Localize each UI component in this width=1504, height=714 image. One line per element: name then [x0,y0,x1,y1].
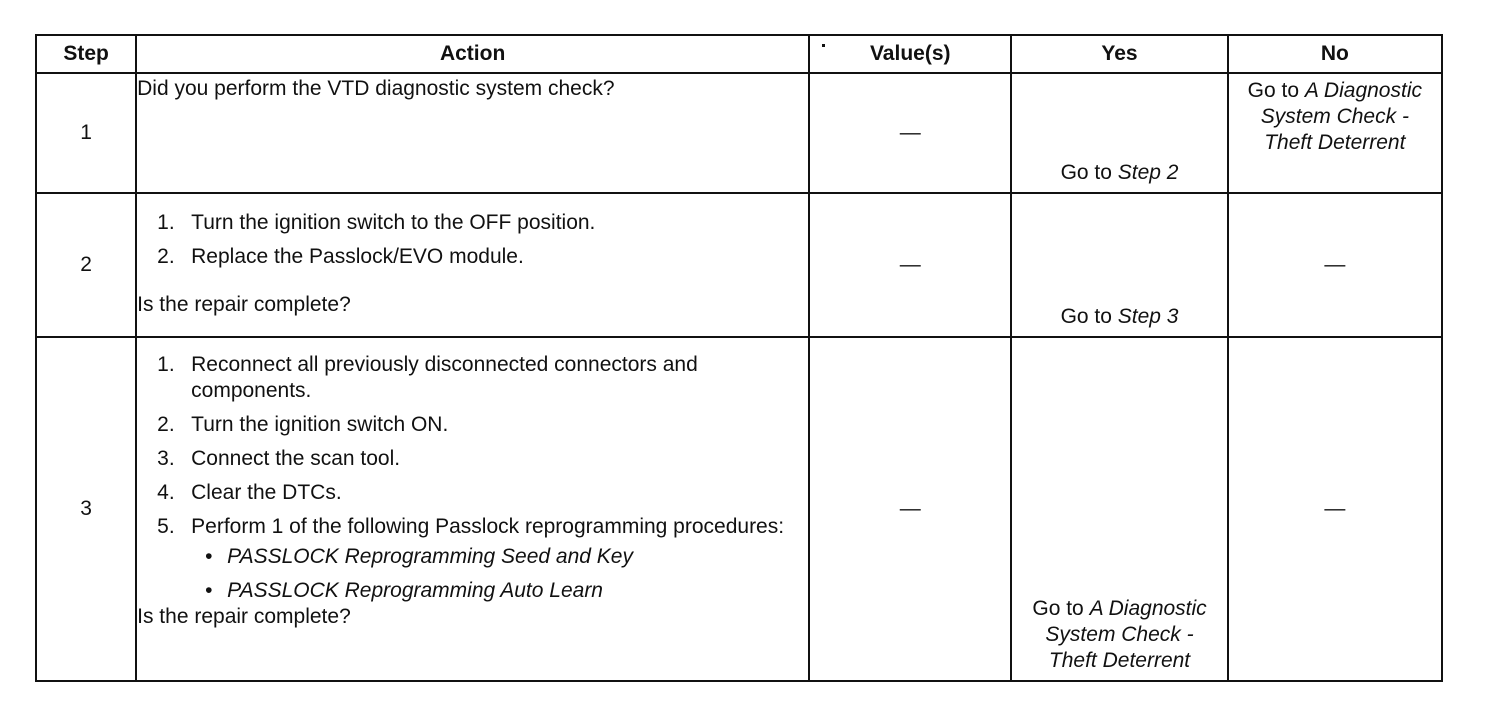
yes-prefix: Go to [1060,305,1118,328]
yes-prefix: Go to [1060,161,1118,184]
step-number: 3 [36,337,136,681]
procedure-link-seed-and-key[interactable]: • PASSLOCK Reprogramming Seed and Key [191,544,788,570]
yes-link-step-2[interactable]: Step 2 [1117,161,1179,184]
action-steps [137,210,808,270]
no-dash: — [1324,497,1346,520]
action-step: 5. Perform 1 of the following Passlock reprogramming procedures: • PASSLOCK Reprogramming Seed and Key • PASSLOCK Reprogramming Auto Learn [137,514,808,604]
table-row [36,193,1442,337]
procedure-link-auto-learn[interactable]: • PASSLOCK Reprogramming Auto Learn [191,578,788,604]
step-number: 1 [36,73,136,193]
action-step: 3. Connect the scan tool. [157,447,401,470]
table-row [36,73,1442,193]
header-value: Value(s) [809,35,1011,73]
header-row [36,35,1442,73]
diagnostic-table [35,34,1443,682]
no-prefix: Go to [1247,79,1305,102]
no-cell [1228,193,1442,337]
header-action: Action [136,35,809,73]
header-step: Step [36,35,136,73]
step-number: 2 [36,193,136,337]
action-step: 2. Turn the ignition switch ON. [157,413,449,436]
yes-cell [1011,193,1227,337]
action-cell [136,193,809,337]
action-question: Is the repair complete? [137,605,351,628]
yes-link-diagnostic-check[interactable]: A Diagnostic System Check - Theft Deterrent [1045,597,1207,672]
value-dash: — [899,121,921,144]
table-row [36,337,1442,681]
procedure-list [191,544,788,604]
action-question: Is the repair complete? [137,293,351,316]
value-dash: — [899,497,921,520]
action-cell [136,73,809,193]
no-cell [1228,73,1442,193]
header-yes: Yes [1011,35,1227,73]
header-no: No [1228,35,1442,73]
yes-cell [1011,73,1227,193]
value-cell [809,193,1011,337]
yes-cell [1011,337,1227,681]
value-cell [809,73,1011,193]
yes-link-step-3[interactable]: Step 3 [1117,305,1179,328]
action-cell [136,337,809,681]
value-dash: — [899,253,921,276]
action-steps [137,352,808,604]
no-dash: — [1324,253,1346,276]
no-link-diagnostic-check[interactable]: A Diagnostic System Check - Theft Deterrent [1260,79,1422,154]
action-step: 1. Reconnect all previously disconnected connectors and components. [157,353,698,402]
no-cell [1228,337,1442,681]
action-question: Did you perform the VTD diagnostic system check? [137,77,615,100]
yes-prefix: Go to [1032,597,1090,620]
action-step: 4. Clear the DTCs. [157,481,342,504]
action-step: 2. Replace the Passlock/EVO module. [157,245,524,268]
value-cell [809,337,1011,681]
action-step: 1. Turn the ignition switch to the OFF position. [157,211,596,234]
